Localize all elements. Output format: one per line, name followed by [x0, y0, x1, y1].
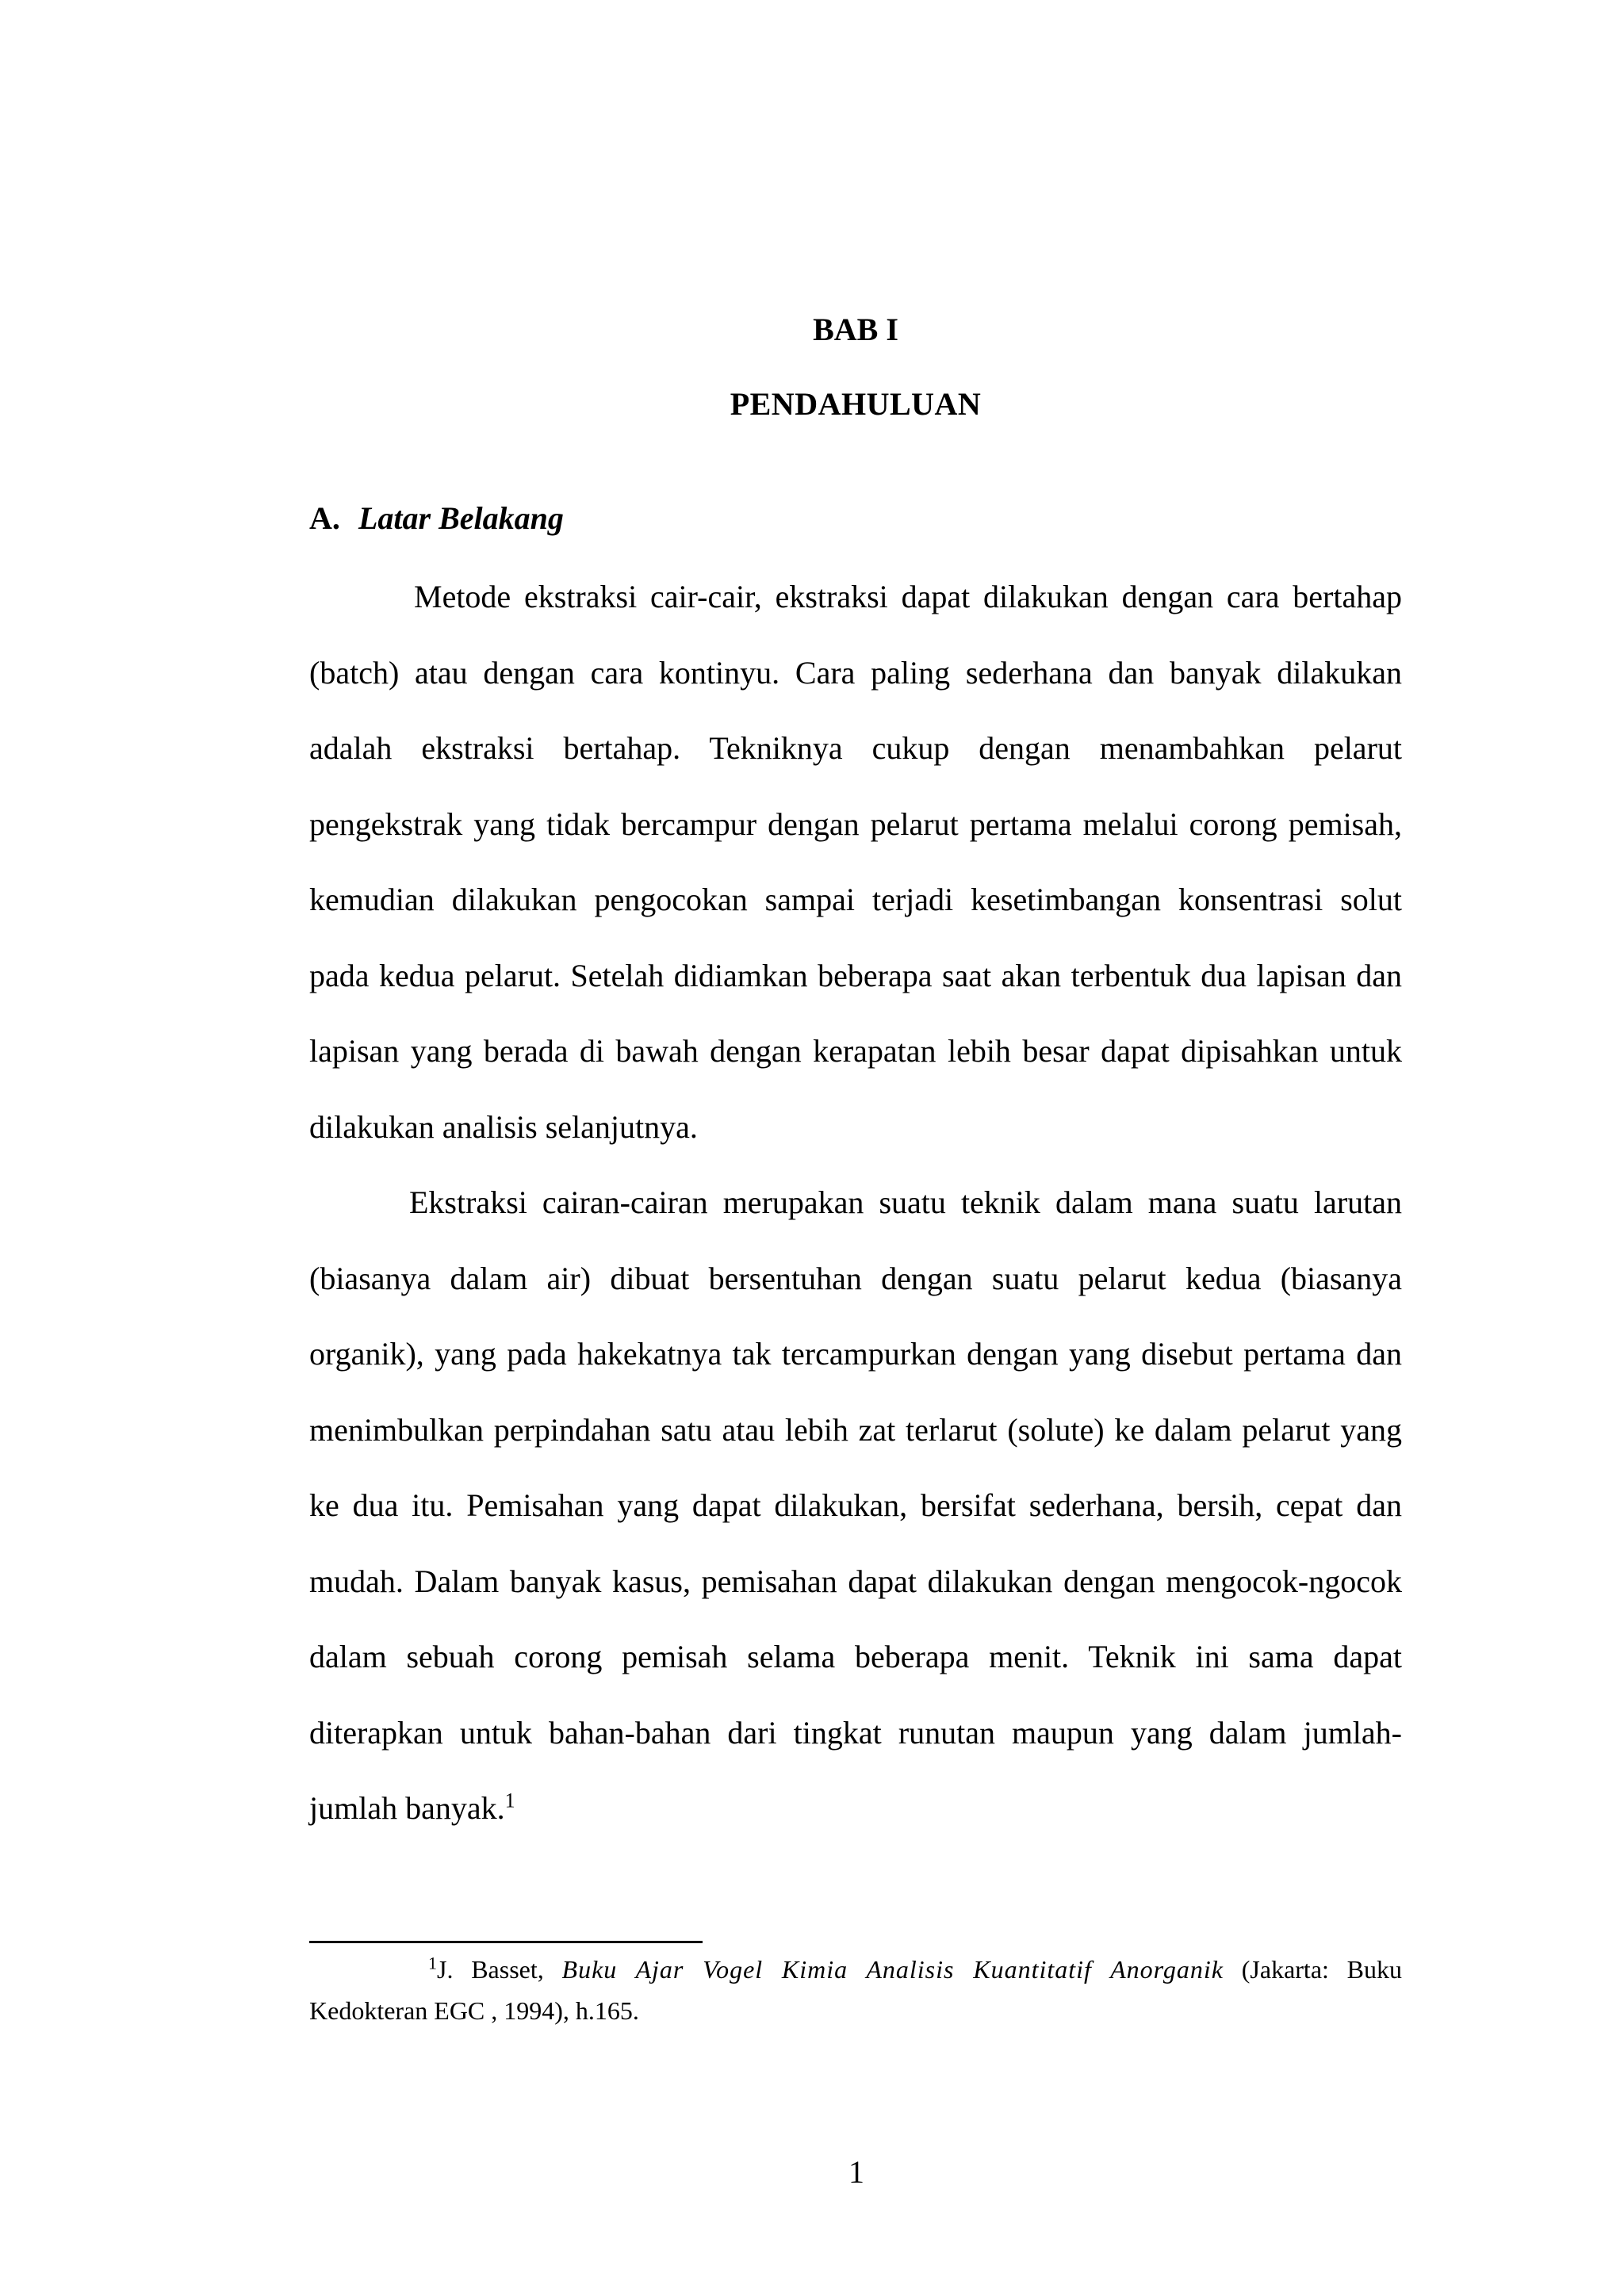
footnote-separator — [309, 1941, 703, 1943]
chapter-title: PENDAHULUAN — [730, 386, 982, 422]
footnote-mark: 1 — [428, 1953, 437, 1973]
footnote-reference[interactable]: 1 — [504, 1789, 515, 1812]
chapter-label: BAB I — [813, 312, 898, 347]
section-heading — [309, 499, 564, 538]
section-number: A. — [309, 500, 340, 536]
section-title: Latar Belakang — [358, 500, 564, 536]
footnote-author: J. Basset, — [437, 1955, 562, 1984]
body-paragraph-1 — [309, 559, 1402, 1165]
footnote-book-title: Buku Ajar Vogel Kimia Analisis Kuantitatif Anorganik — [561, 1955, 1224, 1984]
paragraph-1-text: Metode ekstraksi cair-cair, ekstraksi dapat dilakukan dengan cara bertahap (batch) atau dengan cara kontinyu. Cara paling sederhana dan banyak dilakukan adalah ekstraksi bertahap. Tekniknya cukup dengan menambahkan pelarut pengekstrak yang tidak bercampur dengan pelarut pertama melalui corong pemisah, kemudian dilakukan pengocokan sampai terjadi kesetimbangan konsentrasi solut pada kedua pelarut. Setelah didiamkan beberapa saat akan terbentuk dua lapisan dan lapisan yang berada di bawah dengan kerapatan lebih besar dapat dipisahkan untuk dilakukan analisis selanjutnya. — [309, 579, 1402, 1145]
footnote-publication: (Jakarta: Buku Kedokteran EGC , 1994), h.165. — [309, 1955, 1403, 2025]
footnote — [309, 1949, 1402, 2031]
page-number: 1 — [848, 2154, 864, 2190]
body-paragraph-2 — [309, 1165, 1402, 1846]
paragraph-2-text: Ekstraksi cairan-cairan merupakan suatu teknik dalam mana suatu larutan (biasanya dalam air) dibuat bersentuhan dengan suatu pelarut kedua (biasanya organik), yang pada hakekatnya tak tercampurkan dengan yang disebut pertama dan menimbulkan perpindahan satu atau lebih zat terlarut (solute) ke dalam pelarut yang ke dua itu. Pemisahan yang dapat dilakukan, bersifat sederhana, bersih, cepat dan mudah. Dalam banyak kasus, pemisahan dapat dilakukan dengan mengocok-ngocok dalam sebuah corong pemisah selama beberapa menit. Teknik ini sama dapat diterapkan untuk bahan-bahan dari tingkat runutan maupun yang dalam jumlah-jumlah banyak. — [309, 1184, 1402, 1826]
